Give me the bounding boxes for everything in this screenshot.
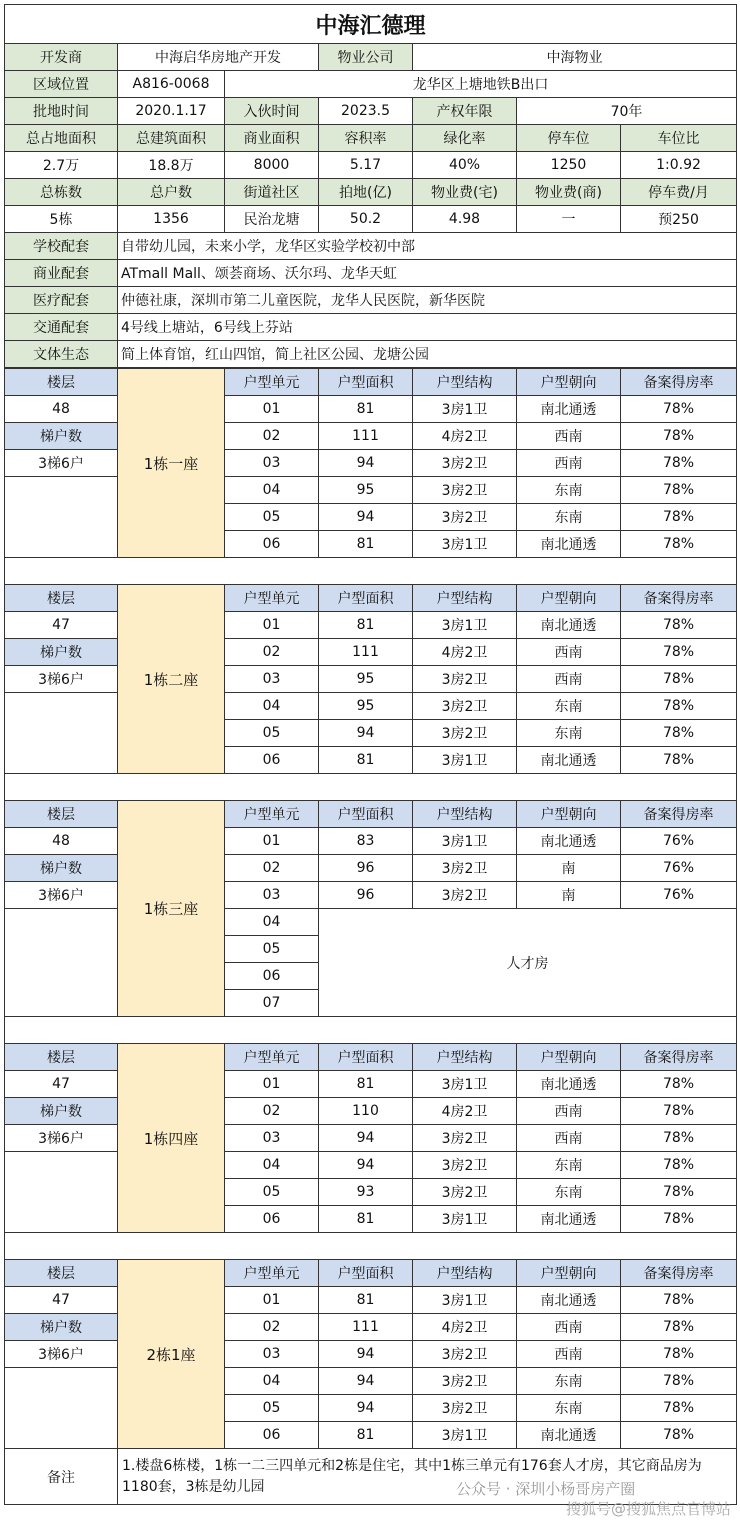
unit-cell: 06: [225, 531, 319, 558]
unit-cell: 94: [319, 1368, 413, 1395]
unit-cell: 94: [319, 504, 413, 531]
notes-text: 1.楼盘6栋楼，1栋一二三四单元和2栋是住宅，其中1栋三单元有176套人才房，其它商品房为1180套，3栋是幼儿园: [118, 1449, 737, 1505]
unit-cell: 06: [225, 747, 319, 774]
building-name: 1栋四座: [118, 1044, 225, 1233]
unit-cell: 02: [225, 639, 319, 666]
unit-cell: 01: [225, 1287, 319, 1314]
unit-cell: 78%: [621, 1098, 737, 1125]
unit-cell: 4房2卫: [413, 639, 517, 666]
unit-cell: 81: [319, 1206, 413, 1233]
floor-header: 楼层: [5, 1260, 118, 1287]
unit-cell: 06: [225, 963, 319, 990]
unit-cell: 05: [225, 504, 319, 531]
unit-cell: 81: [319, 747, 413, 774]
sohu-watermark: 搜狐号@搜狐焦点官博站: [566, 1500, 732, 1518]
building-name: 1栋二座: [118, 585, 225, 774]
unit-cell: 06: [225, 1422, 319, 1449]
unit-cell: 94: [319, 1341, 413, 1368]
unit-cell: 04: [225, 909, 319, 936]
unit-cell: 03: [225, 882, 319, 909]
unit-cell: 95: [319, 666, 413, 693]
ladder-value: 3梯6户: [5, 882, 118, 909]
header-row4h-5: 停车位: [517, 125, 621, 152]
ladder-header: 梯户数: [5, 1314, 118, 1341]
unit-cell: 76%: [621, 882, 737, 909]
unit-cell: 78%: [621, 693, 737, 720]
unit-cell: 78%: [621, 720, 737, 747]
unit-cell: 78%: [621, 666, 737, 693]
col-header: 户型单元: [225, 585, 319, 612]
unit-cell: 01: [225, 1071, 319, 1098]
value-move-in: 2023.5: [319, 98, 413, 125]
unit-cell: 东南: [517, 720, 621, 747]
col-header: 户型单元: [225, 801, 319, 828]
unit-cell: 78%: [621, 639, 737, 666]
unit-cell: 3房2卫: [413, 693, 517, 720]
col-header: 户型结构: [413, 369, 517, 396]
col-header: 户型面积: [319, 1044, 413, 1071]
unit-cell: 02: [225, 1098, 319, 1125]
header-row5h-1: 总户数: [118, 179, 225, 206]
unit-cell: 东南: [517, 477, 621, 504]
unit-cell: 西南: [517, 1098, 621, 1125]
unit-cell: 78%: [621, 477, 737, 504]
unit-cell: 04: [225, 693, 319, 720]
value-property-company: 中海物业: [413, 44, 737, 71]
unit-cell: 78%: [621, 612, 737, 639]
spacer-row: [5, 558, 737, 585]
value-row4v-1: 18.8万: [118, 152, 225, 179]
unit-cell: 3房1卫: [413, 396, 517, 423]
ladder-header: 梯户数: [5, 423, 118, 450]
unit-cell: 02: [225, 1314, 319, 1341]
col-header: 户型结构: [413, 1260, 517, 1287]
unit-cell: 78%: [621, 1395, 737, 1422]
unit-cell: 西南: [517, 1125, 621, 1152]
unit-cell: 东南: [517, 1368, 621, 1395]
unit-cell: 南北通透: [517, 531, 621, 558]
left-blank: [5, 1368, 118, 1449]
col-header: 备案得房率: [621, 1044, 737, 1071]
unit-cell: 3房1卫: [413, 531, 517, 558]
unit-cell: 94: [319, 720, 413, 747]
header-row5h-0: 总栋数: [5, 179, 118, 206]
header-row4h-0: 总占地面积: [5, 125, 118, 152]
unit-cell: 78%: [621, 747, 737, 774]
ladder-header: 梯户数: [5, 639, 118, 666]
floor-header: 楼层: [5, 585, 118, 612]
unit-cell: 78%: [621, 1152, 737, 1179]
unit-cell: 05: [225, 1179, 319, 1206]
value-row4v-2: 8000: [225, 152, 319, 179]
unit-cell: 05: [225, 720, 319, 747]
unit-cell: 3房1卫: [413, 1422, 517, 1449]
wechat-watermark: 公众号 · 深圳小杨哥房产圈: [456, 1480, 636, 1498]
unit-cell: 78%: [621, 1206, 737, 1233]
unit-cell: 78%: [621, 1422, 737, 1449]
unit-cell: 西南: [517, 423, 621, 450]
label-tenure: 产权年限: [413, 98, 517, 125]
unit-cell: 81: [319, 1287, 413, 1314]
col-header: 户型单元: [225, 1044, 319, 1071]
unit-cell: 南北通透: [517, 1071, 621, 1098]
ladder-header: 梯户数: [5, 855, 118, 882]
unit-cell: 4房2卫: [413, 1098, 517, 1125]
unit-cell: 南: [517, 855, 621, 882]
unit-cell: 76%: [621, 855, 737, 882]
col-header: 备案得房率: [621, 801, 737, 828]
building-name: 1栋三座: [118, 801, 225, 1017]
col-header: 户型朝向: [517, 1260, 621, 1287]
unit-cell: 3房1卫: [413, 747, 517, 774]
col-header: 户型面积: [319, 585, 413, 612]
unit-cell: 05: [225, 936, 319, 963]
unit-cell: 94: [319, 1125, 413, 1152]
unit-cell: 78%: [621, 1071, 737, 1098]
unit-cell: 南北通透: [517, 1206, 621, 1233]
unit-cell: 78%: [621, 1368, 737, 1395]
unit-cell: 78%: [621, 504, 737, 531]
unit-cell: 3房1卫: [413, 612, 517, 639]
unit-cell: 东南: [517, 693, 621, 720]
unit-cell: 78%: [621, 1125, 737, 1152]
label-move-in: 入伙时间: [225, 98, 319, 125]
talent-housing-label: 人才房: [319, 909, 737, 1017]
unit-cell: 95: [319, 693, 413, 720]
floor-count: 47: [5, 612, 118, 639]
col-header: 户型朝向: [517, 801, 621, 828]
unit-cell: 南北通透: [517, 747, 621, 774]
unit-cell: 111: [319, 639, 413, 666]
unit-cell: 南北通透: [517, 1287, 621, 1314]
property-sheet: [4, 4, 736, 1518]
col-header: 户型单元: [225, 369, 319, 396]
header-row4h-6: 车位比: [621, 125, 737, 152]
unit-cell: 03: [225, 1341, 319, 1368]
unit-cell: 04: [225, 1152, 319, 1179]
left-blank: [5, 1152, 118, 1233]
unit-cell: 81: [319, 1422, 413, 1449]
unit-cell: 96: [319, 882, 413, 909]
unit-cell: 01: [225, 396, 319, 423]
col-header: 户型朝向: [517, 1044, 621, 1071]
value-row4v-6: 1:0.92: [621, 152, 737, 179]
col-header: 户型单元: [225, 1260, 319, 1287]
unit-cell: 3房2卫: [413, 1341, 517, 1368]
col-header: 备案得房率: [621, 1260, 737, 1287]
unit-cell: 3房2卫: [413, 855, 517, 882]
col-header: 户型朝向: [517, 369, 621, 396]
unit-cell: 东南: [517, 504, 621, 531]
unit-cell: 西南: [517, 1314, 621, 1341]
unit-cell: 110: [319, 1098, 413, 1125]
unit-cell: 96: [319, 855, 413, 882]
unit-cell: 78%: [621, 396, 737, 423]
building-name: 1栋一座: [118, 369, 225, 558]
amenity-label: 医疗配套: [5, 287, 118, 314]
col-header: 户型结构: [413, 585, 517, 612]
col-header: 备案得房率: [621, 585, 737, 612]
left-blank: [5, 909, 118, 1017]
unit-cell: 3房2卫: [413, 1395, 517, 1422]
col-header: 户型面积: [319, 369, 413, 396]
unit-cell: 南北通透: [517, 828, 621, 855]
label-location: 区域位置: [5, 71, 118, 98]
unit-cell: 东南: [517, 1152, 621, 1179]
unit-cell: 3房2卫: [413, 882, 517, 909]
value-row5v-6: 预250: [621, 206, 737, 233]
ladder-value: 3梯6户: [5, 666, 118, 693]
value-row5v-0: 5栋: [5, 206, 118, 233]
ladder-value: 3梯6户: [5, 1125, 118, 1152]
col-header: 户型结构: [413, 801, 517, 828]
floor-count: 48: [5, 828, 118, 855]
unit-cell: 111: [319, 423, 413, 450]
unit-cell: 83: [319, 828, 413, 855]
unit-cell: 4房2卫: [413, 1314, 517, 1341]
amenity-value: 自带幼儿园，未来小学，龙华区实验学校初中部: [118, 233, 737, 260]
unit-cell: 南北通透: [517, 612, 621, 639]
floor-header: 楼层: [5, 801, 118, 828]
unit-cell: 3房2卫: [413, 477, 517, 504]
spacer-row: [5, 1017, 737, 1044]
unit-cell: 南: [517, 882, 621, 909]
unit-cell: 78%: [621, 1341, 737, 1368]
value-row5v-5: 一: [517, 206, 621, 233]
header-row4h-3: 容积率: [319, 125, 413, 152]
unit-cell: 南北通透: [517, 1422, 621, 1449]
value-tenure: 70年: [517, 98, 737, 125]
units-table: [4, 368, 737, 1505]
unit-cell: 02: [225, 423, 319, 450]
unit-cell: 81: [319, 612, 413, 639]
value-land-date: 2020.1.17: [118, 98, 225, 125]
unit-cell: 78%: [621, 1287, 737, 1314]
value-location: 龙华区上塘地铁B出口: [225, 71, 737, 98]
unit-cell: 95: [319, 477, 413, 504]
unit-cell: 03: [225, 1125, 319, 1152]
amenity-label: 文体生态: [5, 341, 118, 368]
unit-cell: 03: [225, 450, 319, 477]
unit-cell: 93: [319, 1179, 413, 1206]
unit-cell: 01: [225, 828, 319, 855]
unit-cell: 111: [319, 1314, 413, 1341]
unit-cell: 3房2卫: [413, 666, 517, 693]
unit-cell: 4房2卫: [413, 423, 517, 450]
value-row5v-4: 4.98: [413, 206, 517, 233]
amenity-label: 商业配套: [5, 260, 118, 287]
unit-cell: 3房2卫: [413, 450, 517, 477]
header-row5h-3: 拍地(亿): [319, 179, 413, 206]
unit-cell: 06: [225, 1206, 319, 1233]
unit-cell: 西南: [517, 666, 621, 693]
amenity-label: 学校配套: [5, 233, 118, 260]
left-blank: [5, 477, 118, 558]
unit-cell: 04: [225, 477, 319, 504]
value-lot-code: A816-0068: [118, 71, 225, 98]
unit-cell: 78%: [621, 531, 737, 558]
value-row4v-3: 5.17: [319, 152, 413, 179]
unit-cell: 东南: [517, 1179, 621, 1206]
col-header: 户型面积: [319, 1260, 413, 1287]
unit-cell: 西南: [517, 450, 621, 477]
unit-cell: 01: [225, 612, 319, 639]
unit-cell: 04: [225, 1368, 319, 1395]
header-row5h-5: 物业费(商): [517, 179, 621, 206]
unit-cell: 81: [319, 396, 413, 423]
value-row4v-5: 1250: [517, 152, 621, 179]
unit-cell: 3房2卫: [413, 720, 517, 747]
amenity-value: ATmall Mall、颂荟商场、沃尔玛、龙华天虹: [118, 260, 737, 287]
notes-label: 备注: [5, 1449, 118, 1505]
amenity-label: 交通配套: [5, 314, 118, 341]
unit-cell: 94: [319, 1152, 413, 1179]
unit-cell: 81: [319, 531, 413, 558]
building-name: 2栋1座: [118, 1260, 225, 1449]
header-row4h-1: 总建筑面积: [118, 125, 225, 152]
left-blank: [5, 693, 118, 774]
value-row4v-4: 40%: [413, 152, 517, 179]
unit-cell: 94: [319, 1395, 413, 1422]
unit-cell: 3房2卫: [413, 1179, 517, 1206]
unit-cell: 3房1卫: [413, 828, 517, 855]
header-row5h-4: 物业费(宅): [413, 179, 517, 206]
floor-header: 楼层: [5, 369, 118, 396]
ladder-value: 3梯6户: [5, 450, 118, 477]
unit-cell: 东南: [517, 1395, 621, 1422]
col-header: 备案得房率: [621, 369, 737, 396]
unit-cell: 78%: [621, 450, 737, 477]
spacer-row: [5, 1233, 737, 1260]
unit-cell: 02: [225, 855, 319, 882]
unit-cell: 3房1卫: [413, 1071, 517, 1098]
floor-count: 47: [5, 1071, 118, 1098]
col-header: 户型结构: [413, 1044, 517, 1071]
unit-cell: 西南: [517, 1341, 621, 1368]
unit-cell: 03: [225, 666, 319, 693]
unit-cell: 78%: [621, 423, 737, 450]
info-table: [4, 4, 737, 368]
unit-cell: 07: [225, 990, 319, 1017]
amenity-value: 简上体育馆，红山四馆，简上社区公园、龙塘公园: [118, 341, 737, 368]
unit-cell: 94: [319, 450, 413, 477]
value-row5v-1: 1356: [118, 206, 225, 233]
col-header: 户型面积: [319, 801, 413, 828]
value-developer: 中海启华房地产开发: [118, 44, 319, 71]
unit-cell: 3房2卫: [413, 504, 517, 531]
floor-header: 楼层: [5, 1044, 118, 1071]
floor-count: 48: [5, 396, 118, 423]
header-row5h-6: 停车费/月: [621, 179, 737, 206]
ladder-header: 梯户数: [5, 1098, 118, 1125]
unit-cell: 3房1卫: [413, 1206, 517, 1233]
unit-cell: 78%: [621, 1179, 737, 1206]
unit-cell: 西南: [517, 639, 621, 666]
unit-cell: 78%: [621, 1314, 737, 1341]
unit-cell: 3房2卫: [413, 1125, 517, 1152]
amenity-value: 仲德社康，深圳市第二儿童医院，龙华人民医院，新华医院: [118, 287, 737, 314]
label-developer: 开发商: [5, 44, 118, 71]
value-row4v-0: 2.7万: [5, 152, 118, 179]
unit-cell: 05: [225, 1395, 319, 1422]
value-row5v-2: 民治龙塘: [225, 206, 319, 233]
unit-cell: 南北通透: [517, 396, 621, 423]
label-property-company: 物业公司: [319, 44, 413, 71]
value-row5v-3: 50.2: [319, 206, 413, 233]
header-row5h-2: 街道社区: [225, 179, 319, 206]
unit-cell: 3房2卫: [413, 1368, 517, 1395]
unit-cell: 76%: [621, 828, 737, 855]
col-header: 户型朝向: [517, 585, 621, 612]
spacer-row: [5, 774, 737, 801]
page-title: 中海汇德理: [5, 5, 737, 44]
unit-cell: 3房1卫: [413, 1287, 517, 1314]
ladder-value: 3梯6户: [5, 1341, 118, 1368]
amenity-value: 4号线上塘站，6号线上芬站: [118, 314, 737, 341]
label-land-date: 批地时间: [5, 98, 118, 125]
unit-cell: 3房2卫: [413, 1152, 517, 1179]
header-row4h-2: 商业面积: [225, 125, 319, 152]
floor-count: 47: [5, 1287, 118, 1314]
unit-cell: 81: [319, 1071, 413, 1098]
header-row4h-4: 绿化率: [413, 125, 517, 152]
